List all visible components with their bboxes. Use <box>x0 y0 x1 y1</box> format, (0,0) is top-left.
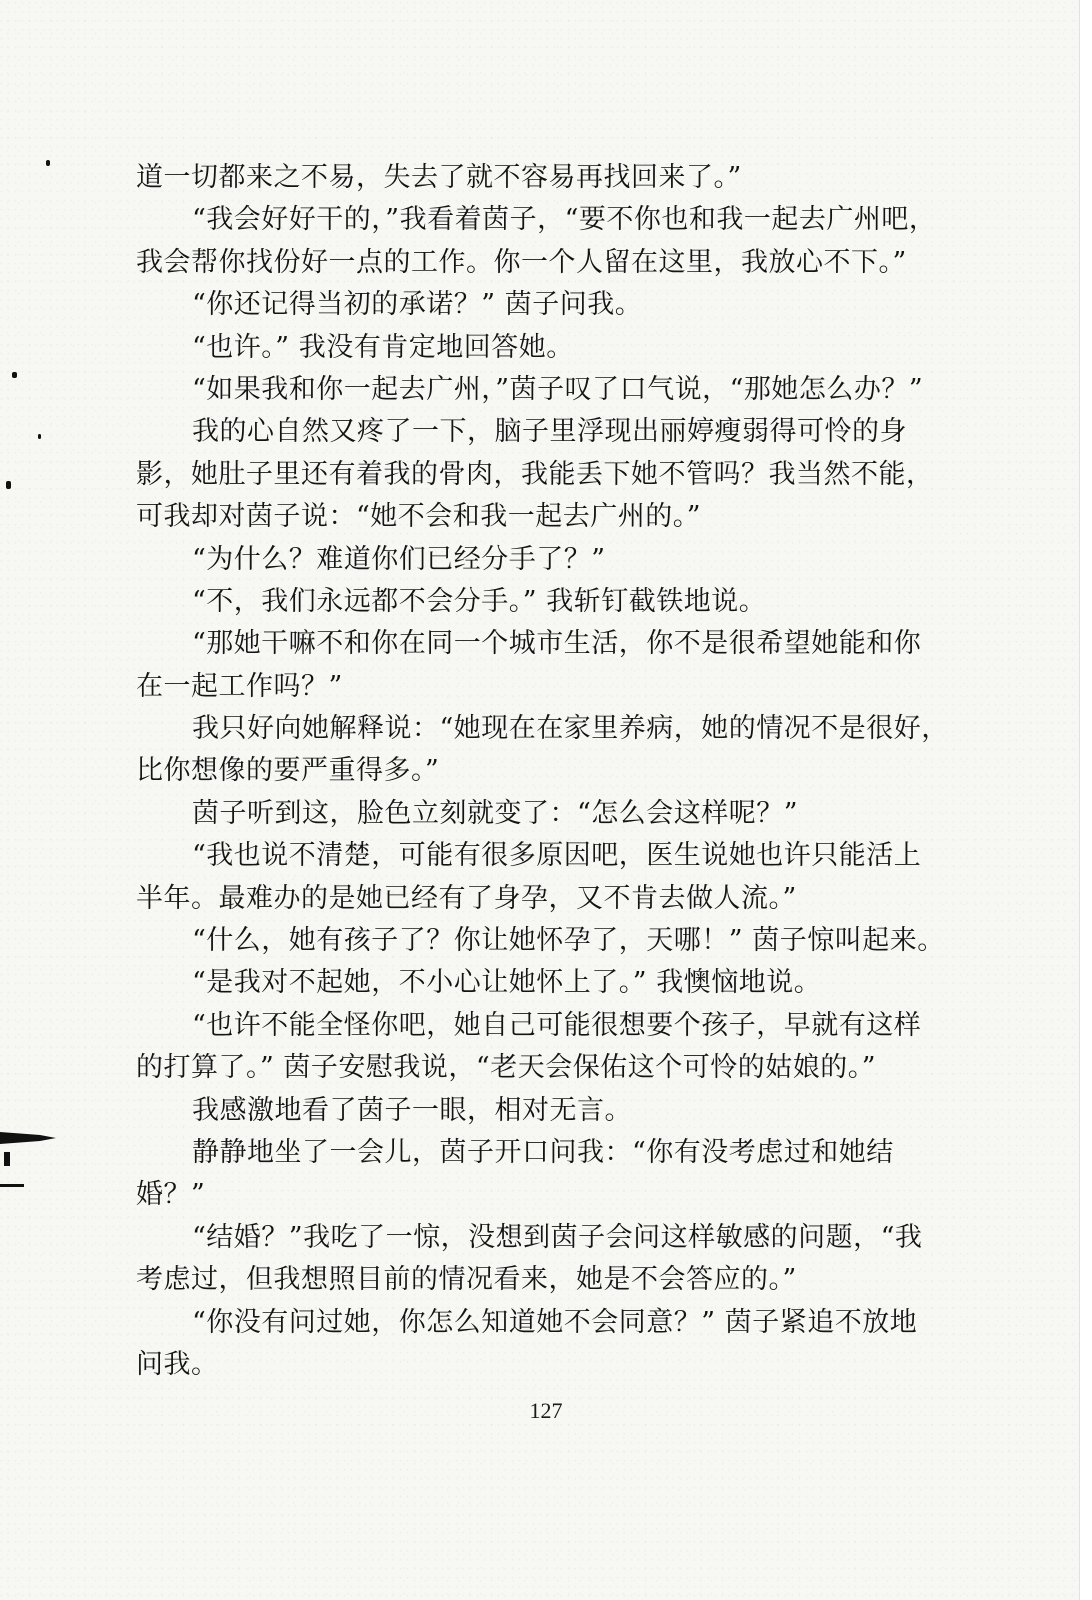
page-edge <box>1079 0 1092 1600</box>
text-line: “为什么？难道你们已经分手了？” <box>192 543 606 575</box>
text-line: “那她干嘛不和你在同一个城市生活，你不是很希望她能和你 <box>192 628 922 660</box>
text-line: “我也说不清楚，可能有很多原因吧，医生说她也许只能活上 <box>192 840 922 872</box>
text-line: “什么，她有孩子了？你让她怀孕了，天哪！” 茵子惊叫起来。 <box>192 925 945 957</box>
text-line: “也许。” 我没有肯定地回答她。 <box>192 331 574 363</box>
text-line: 静静地坐了一会儿，茵子开口问我：“你有没考虑过和她结 <box>192 1136 894 1168</box>
text-line: “不，我们永远都不会分手。” 我斩钉截铁地说。 <box>192 585 767 617</box>
text-line: “也许不能全怪你吧，她自己可能很想要个孩子，早就有这样 <box>192 1009 922 1041</box>
scan-dash-mark <box>0 1184 24 1187</box>
text-line: “是我对不起她，不小心让她怀上了。” 我懊恼地说。 <box>192 967 822 999</box>
scan-speck <box>6 481 11 489</box>
text-line: 影，她肚子里还有着我的骨肉，我能丢下她不管吗？我当然不能， <box>136 458 934 490</box>
text-line: 的打算了。” 茵子安慰我说，“老天会保佑这个可怜的姑娘的。” <box>136 1052 876 1084</box>
text-line: “我会好好干的，”我看着茵子，“要不你也和我一起去广州吧， <box>192 204 937 236</box>
page-number: 127 <box>529 1398 563 1423</box>
body-text <box>136 157 966 1386</box>
text-line: 茵子听到这，脸色立刻就变了：“怎么会这样呢？” <box>192 797 799 829</box>
text-line: 我的心自然又疼了一下，脑子里浮现出丽婷瘦弱得可怜的身 <box>192 416 907 448</box>
text-line: 可我却对茵子说：“她不会和我一起去广州的。” <box>136 501 702 533</box>
text-line: 婚？” <box>136 1179 206 1211</box>
text-line: 问我。 <box>136 1348 219 1380</box>
text-line: 半年。最难办的是她已经有了身孕，又不肯去做人流。” <box>136 882 797 914</box>
text-line: 我会帮你找份好一点的工作。你一个人留在这里，我放心不下。” <box>136 246 907 278</box>
text-line: “结婚？”我吃了一惊，没想到茵子会问这样敏感的问题，“我 <box>192 1221 923 1253</box>
text-line: 我感激地看了茵子一眼，相对无言。 <box>192 1094 632 1126</box>
scan-speck <box>38 434 41 439</box>
text-line: 在一起工作吗？” <box>136 670 343 702</box>
text-line: 道一切都来之不易，失去了就不容易再找回来了。” <box>136 162 742 193</box>
text-line: “如果我和你一起去广州，”茵子叹了口气说，“那她怎么办？” <box>192 373 924 405</box>
text-line: 我只好向她解释说：“她现在在家里养病，她的情况不是很好， <box>192 713 949 745</box>
text-line: “你没有问过她，你怎么知道她不会同意？” 茵子紧追不放地 <box>192 1306 918 1338</box>
scan-speck <box>46 160 50 166</box>
scan-arrow-mark <box>0 1128 56 1148</box>
text-line: 比你想像的要严重得多。” <box>136 755 440 787</box>
text-line: 考虑过，但我想照目前的情况看来，她是不会答应的。” <box>136 1264 797 1296</box>
scan-speck <box>4 1152 10 1166</box>
scan-speck <box>12 372 17 378</box>
text-line: “你还记得当初的承诺？” 茵子问我。 <box>192 289 643 321</box>
